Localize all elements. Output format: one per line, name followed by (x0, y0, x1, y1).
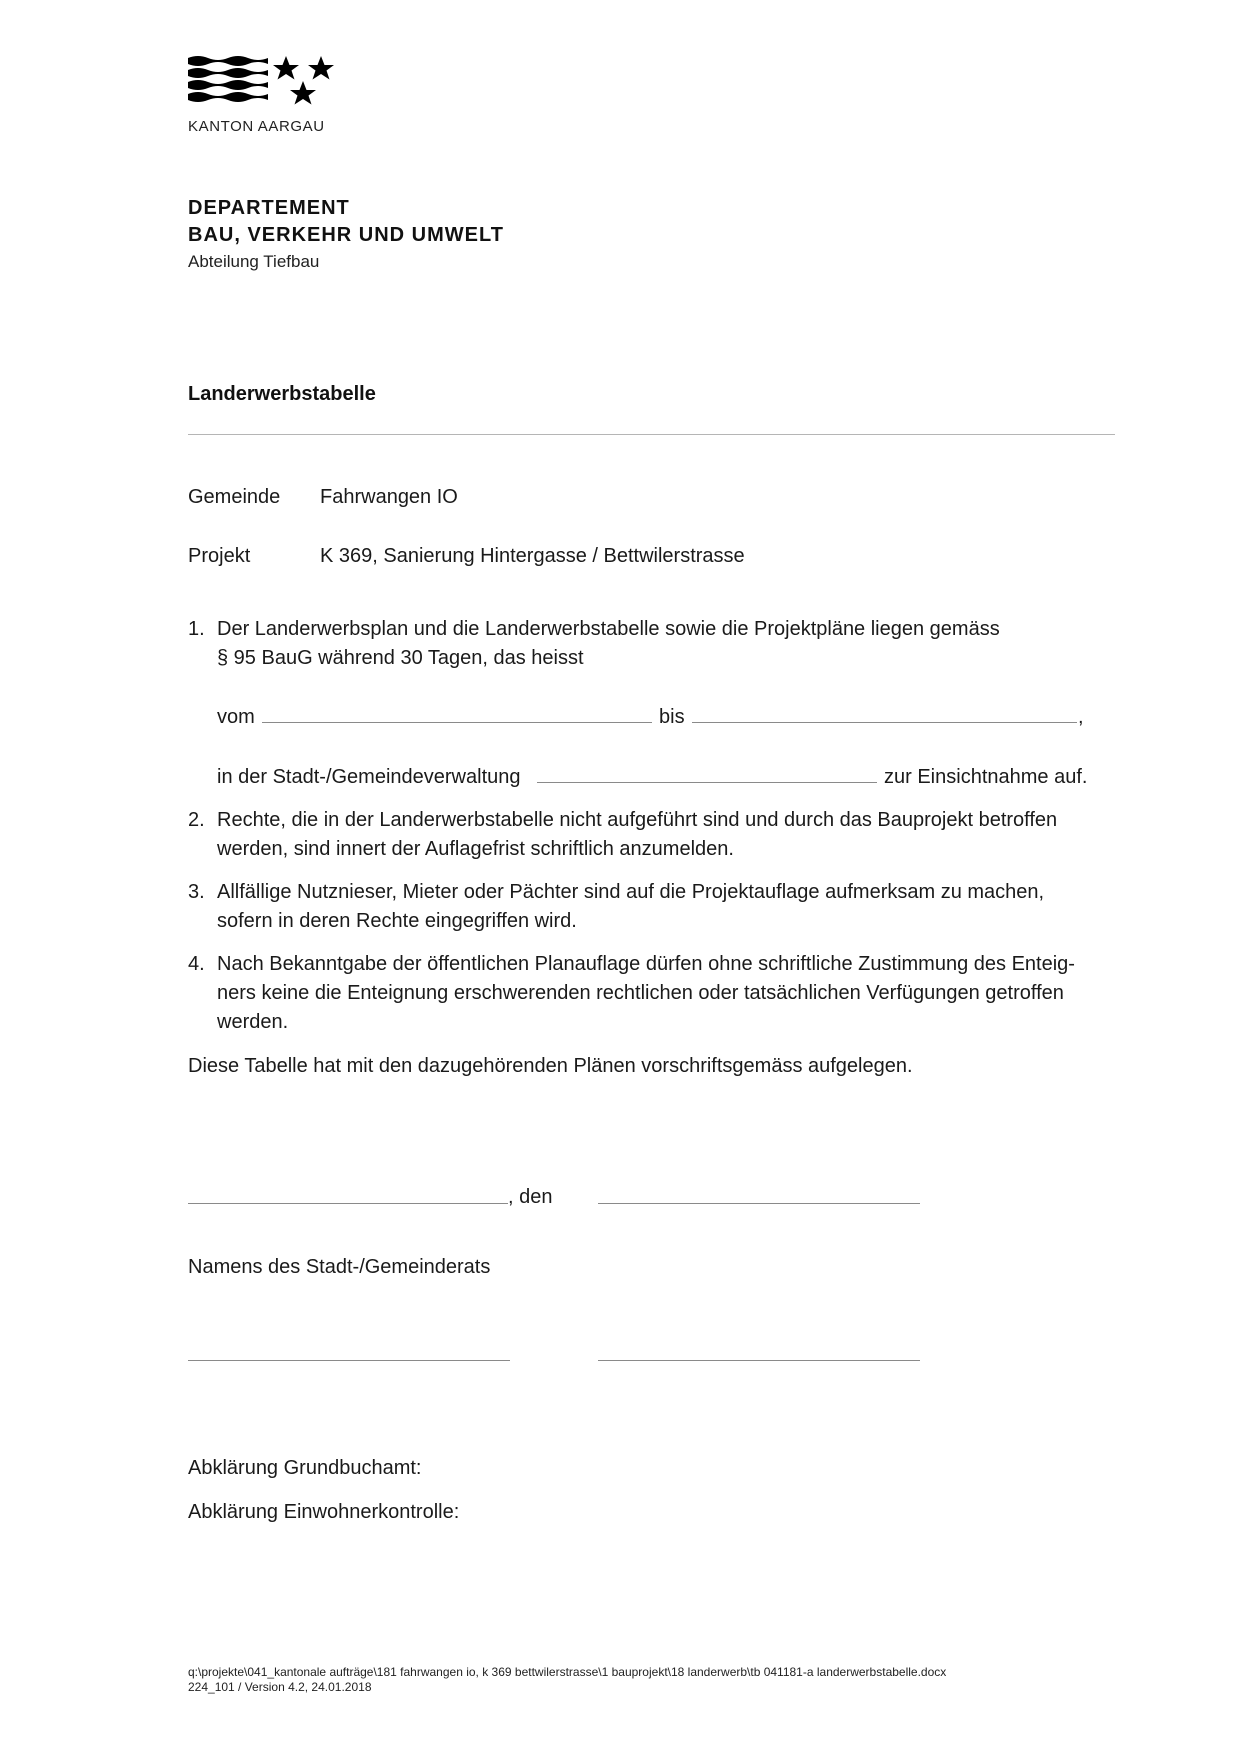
item-1-text (217, 615, 1117, 673)
location-field[interactable] (537, 782, 877, 783)
item-1-line1: Der Landerwerbsplan und die Landerwerbstabelle sowie die Projektpläne liegen gemäss (217, 618, 1000, 640)
council-label: Namens des Stadt-/Gemeinderats (188, 1256, 491, 1278)
department-title-line1: DEPARTEMENT (188, 197, 350, 219)
item-3-text (217, 878, 1117, 936)
item-2-text (217, 806, 1117, 864)
item-number: 1. (188, 618, 205, 640)
item-3-line2: sofern in deren Rechte eingegriffen wird. (217, 910, 577, 932)
item-2-line2: werden, sind innert der Auflagefrist schriftlich anzumelden. (217, 838, 734, 860)
document-title: Landerwerbstabelle (188, 383, 376, 405)
period-from-label: vom (217, 706, 255, 728)
division-name: Abteilung Tiefbau (188, 252, 320, 271)
title-divider (188, 434, 1115, 435)
signature-field-2[interactable] (598, 1360, 920, 1361)
period-to-field[interactable] (692, 722, 1077, 723)
logo-caption: KANTON AARGAU (188, 118, 325, 135)
item-4-line2: ners keine die Enteignung erschwerenden rechtlichen oder tatsächlichen Verfügungen getroffen (217, 982, 1064, 1004)
location-suffix: zur Einsichtnahme auf. (884, 766, 1088, 788)
period-to-label: bis (659, 706, 685, 728)
period-from-field[interactable] (262, 722, 652, 723)
footer (188, 1665, 946, 1695)
item-number: 2. (188, 809, 205, 831)
item-3-line1: Allfällige Nutznieser, Mieter oder Pächter sind auf die Projektauflage aufmerksam zu machen, (217, 881, 1045, 903)
kanton-aargau-logo (188, 56, 338, 116)
place-date-separator: , den (508, 1186, 553, 1208)
meta-label-project: Projekt (188, 545, 251, 567)
item-number: 4. (188, 953, 205, 975)
item-1-line2: § 95 BauG während 30 Tagen, das heisst (217, 647, 584, 669)
footer-version: 224_101 / Version 4.2, 24.01.2018 (188, 1680, 372, 1694)
date-field[interactable] (598, 1203, 920, 1204)
meta-value-project: K 369, Sanierung Hintergasse / Bettwilerstrasse (320, 545, 745, 567)
residents-office-check: Abklärung Einwohnerkontrolle: (188, 1501, 460, 1523)
department-title-line2: BAU, VERKEHR UND UMWELT (188, 224, 504, 246)
location-prefix: in der Stadt-/Gemeindeverwaltung (217, 766, 521, 788)
meta-label-municipality: Gemeinde (188, 486, 281, 508)
item-2-line1: Rechte, die in der Landerwerbstabelle nicht aufgeführt sind und durch das Bauprojekt betroffen (217, 809, 1058, 831)
land-registry-check: Abklärung Grundbuchamt: (188, 1457, 422, 1479)
place-field[interactable] (188, 1203, 508, 1204)
item-4-line3: werden. (217, 1011, 289, 1033)
period-comma: , (1078, 706, 1084, 728)
signature-field-1[interactable] (188, 1360, 510, 1361)
meta-value-municipality: Fahrwangen IO (320, 486, 458, 508)
item-number: 3. (188, 881, 205, 903)
footer-file-path: q:\projekte\041_kantonale aufträge\181 fahrwangen io, k 369 bettwilerstrasse\1 bauprojekt\18 landerwerb\tb 041181-a landerwerbstabelle.docx (188, 1665, 947, 1679)
item-4-line1: Nach Bekanntgabe der öffentlichen Planauflage dürfen ohne schriftliche Zustimmung des Enteig- (217, 953, 1075, 975)
item-4-text (217, 950, 1117, 1037)
confirmation-text: Diese Tabelle hat mit den dazugehörenden Plänen vorschriftsgemäss aufgelegen. (188, 1055, 913, 1077)
